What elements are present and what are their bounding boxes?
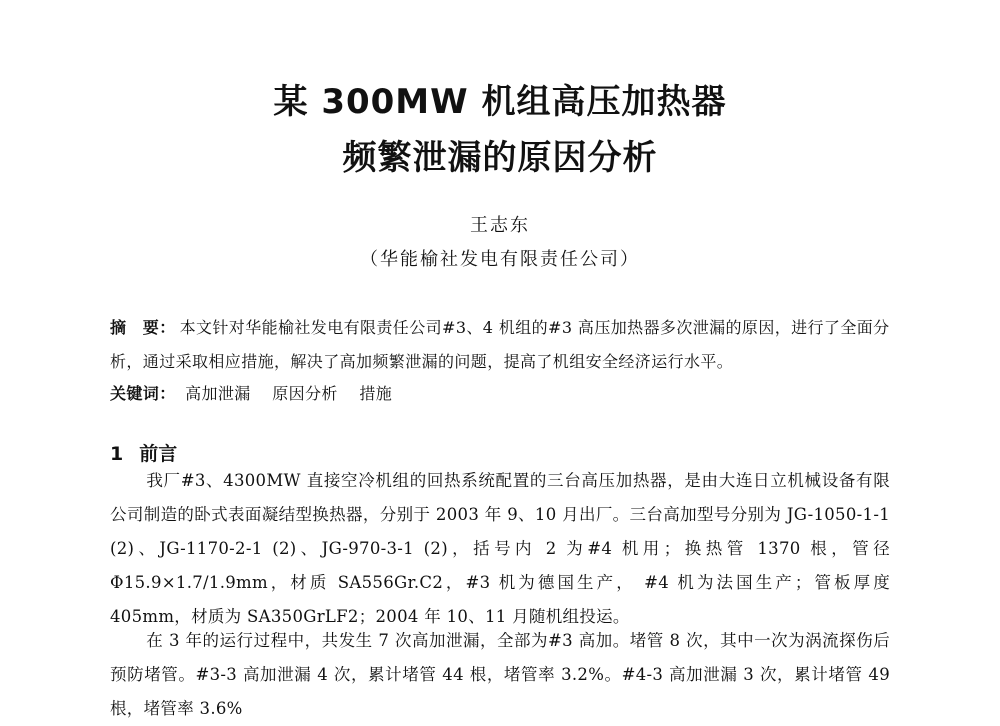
author-name: 王志东 [470, 215, 530, 236]
abstract [110, 311, 890, 379]
author-affiliation: （华能榆社发电有限责任公司） [360, 249, 640, 270]
keyword-term: 原因分析 [272, 384, 338, 403]
paper-title-line-1: 某 300MW 机组高压加热器 [273, 82, 727, 122]
paragraph-text: 在 3 年的运行过程中，共发生 7 次高加泄漏，全部为#3 高加。堵管 8 次，其中一次为涡流探伤后预防堵管。#3-3 高加泄漏 4 次，累计堵管 44 根，堵管率 3.2%。#4-3 高加泄漏 3 次，累计堵管 49 根，堵管率 3.6% [110, 631, 890, 718]
paragraph-text: 我厂#3、4300MW 直接空冷机组的回热系统配置的三台高压加热器，是由大连日立机械设备有限公司制造的卧式表面凝结型换热器，分别于 2003 年 9、10 月出厂。三台高加型号分别为 JG-1050-1-1 (2)、JG-1170-2-1 (2)、JG-970-3-1 (2)，括号内 2 为#4 机用；换热管 1370 根，管径Φ15.9×1.7/1.9mm，材质 SA556Gr.C2，#3 机为德国生产， #4 机为法国生产；管板厚度 405mm，材质为 SA350GrLF2；2004 年 10、11 月随机组投运。 [110, 471, 890, 626]
body-paragraph-1 [110, 464, 890, 634]
abstract-label: 摘 要： [110, 318, 176, 337]
paper-title-line-2: 频繁泄漏的原因分析 [342, 138, 658, 178]
abstract-text: 本文针对华能榆社发电有限责任公司#3、4 机组的#3 高压加热器多次泄漏的原因，进行了全面分析，通过采取相应措施，解决了高加频繁泄漏的问题，提高了机组安全经济运行水平。 [110, 318, 890, 371]
section-number: 1 [110, 443, 124, 465]
keyword-term: 高加泄漏 [185, 384, 251, 403]
keywords [110, 377, 890, 411]
section-title: 前言 [139, 443, 178, 465]
keyword-term: 措施 [359, 384, 393, 403]
section-heading [110, 442, 177, 466]
body-paragraph-2 [110, 624, 890, 726]
keywords-label: 关键词： [110, 384, 176, 403]
